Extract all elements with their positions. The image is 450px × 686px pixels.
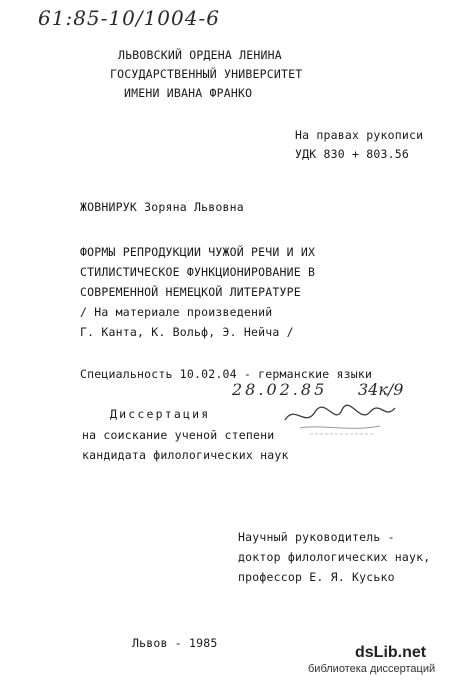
signature-scribble [280,398,400,438]
title-line-1: ФОРМЫ РЕПРОДУКЦИИ ЧУЖОЙ РЕЧИ И ИХ [80,245,316,259]
institution-line-3: ИМЕНИ ИВАНА ФРАНКО [124,86,253,100]
handwritten-archive-code: 61:85-10/1004-6 [38,6,220,30]
degree-line-3: кандидата филологических наук [82,448,289,462]
title-line-3: СОВРЕМЕННОЙ НЕМЕЦКОЙ ЛИТЕРАТУРЕ [80,285,301,299]
dslib-caption: библиотека диссертаций [308,663,436,675]
specialty: Специальность 10.02.04 - германские языки [80,367,373,381]
degree-line-2: на соискание ученой степени [82,428,275,442]
city-year: Львов - 1985 [132,636,218,650]
stamp-number: 34к/9 [358,380,404,399]
author-name: ЖОВНИРУК Зоряна Львовна [80,200,244,214]
subtitle-line-2: Г. Канта, К. Вольф, Э. Нейча / [80,325,294,339]
title-line-2: СТИЛИСТИЧЕСКОЕ ФУНКЦИОНИРОВАНИЕ В [80,265,316,279]
stamp-date: 28.02.85 [232,380,328,399]
dslib-logo-text: dsLib.net [355,644,427,661]
advisor-line-2: доктор филологических наук, [238,550,431,564]
dissertation-heading: Диссертация [110,407,211,421]
institution-line-2: ГОСУДАРСТВЕННЫЙ УНИВЕРСИТЕТ [110,67,303,81]
subtitle-line-1: / На материале произведений [80,305,273,319]
udk-code: УДК 830 + 803.56 [295,147,409,161]
advisor-line-1: Научный руководитель - [238,530,395,544]
advisor-line-3: профессор Е. Я. Кусько [238,570,395,584]
dslib-logo [355,644,426,662]
institution-line-1: ЛЬВОВСКИЙ ОРДЕНА ЛЕНИНА [118,48,282,62]
rights-notice: На правах рукописи [295,128,424,142]
